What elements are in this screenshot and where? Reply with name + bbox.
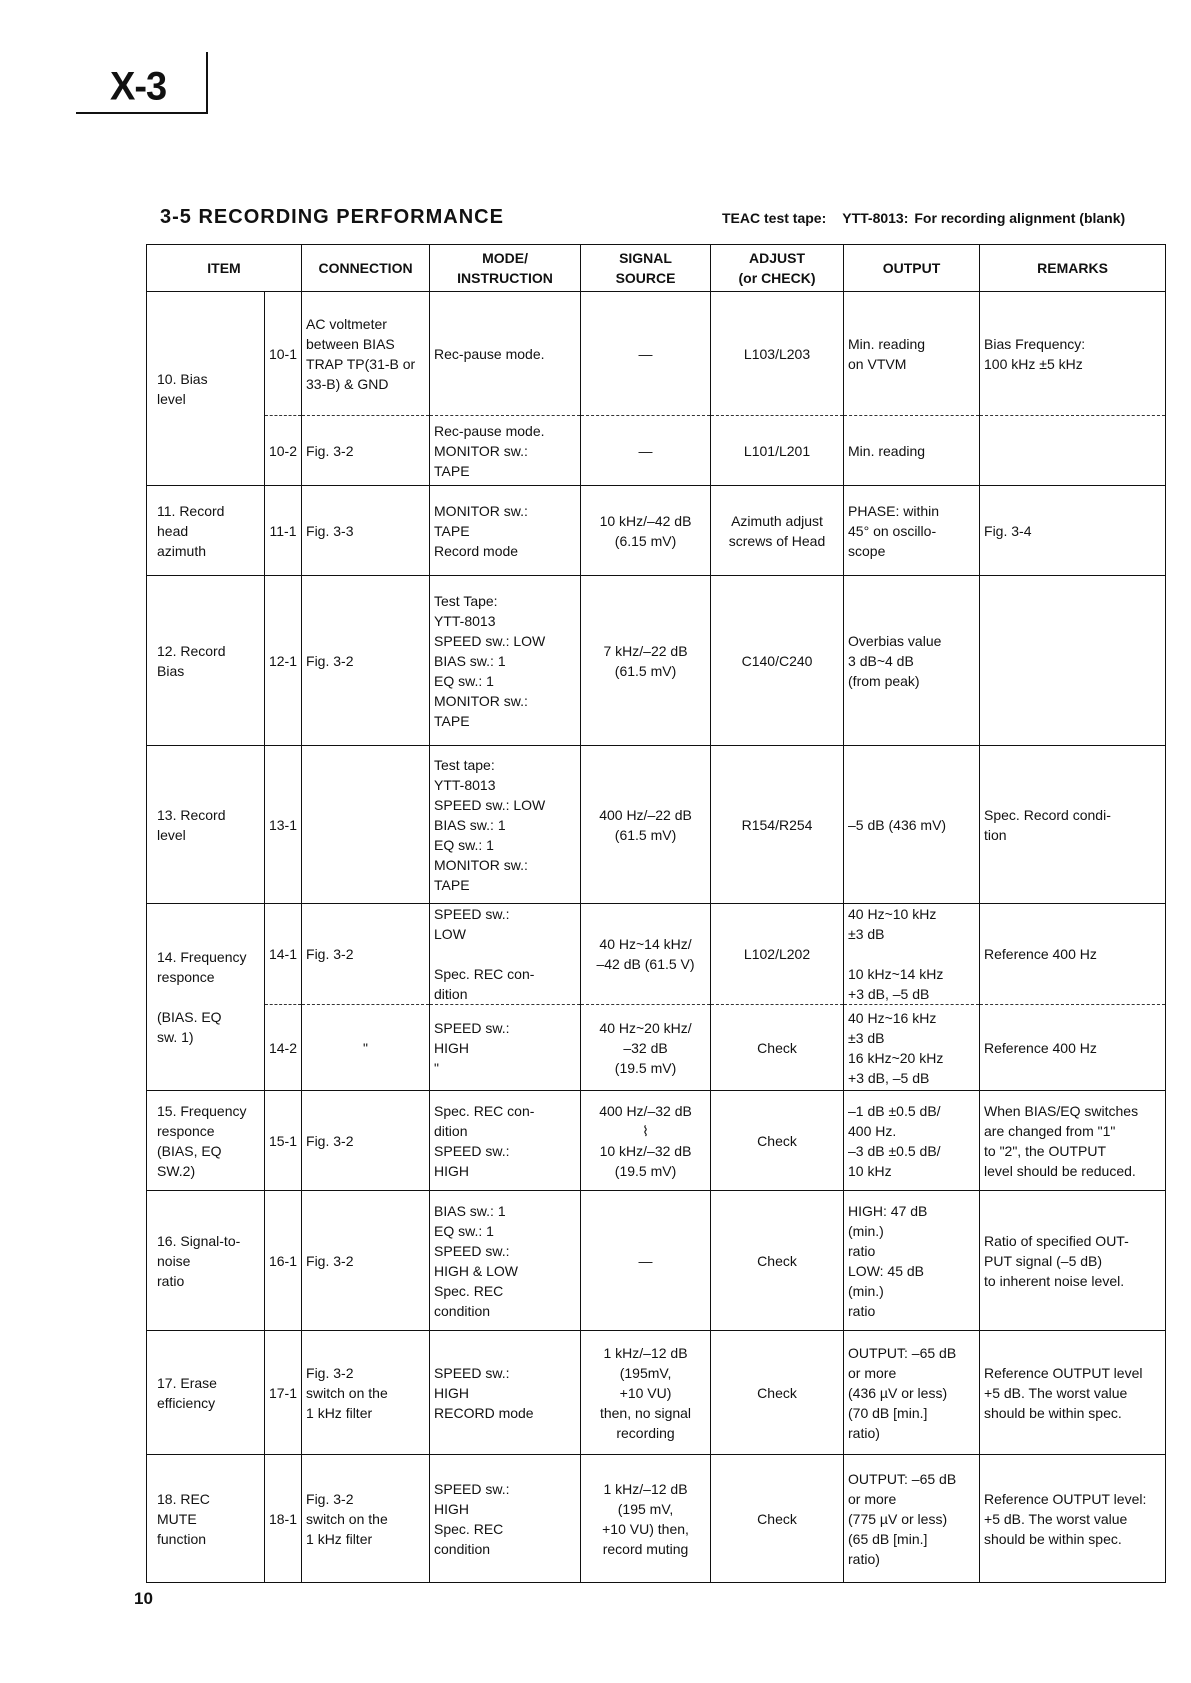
mode-cell: Test tape: YTT-8013 SPEED sw.: LOW BIAS sw.: 1 EQ sw.: 1 MONITOR sw.: TAPE [430, 746, 581, 904]
num-cell: 15-1 [265, 1091, 302, 1191]
model-underline [76, 112, 208, 114]
column-header: SIGNAL SOURCE [581, 245, 711, 292]
mode-cell: Test Tape: YTT-8013 SPEED sw.: LOW BIAS sw.: 1 EQ sw.: 1 MONITOR sw.: TAPE [430, 576, 581, 746]
mode-cell: SPEED sw.: HIGH Spec. REC condition [430, 1455, 581, 1583]
remarks-cell: Reference OUTPUT level: +5 dB. The worst value should be within spec. [980, 1455, 1166, 1583]
remarks-cell: When BIAS/EQ switches are changed from "1" to "2", the OUTPUT level should be reduced. [980, 1091, 1166, 1191]
model-divider [206, 52, 208, 114]
column-header: ADJUST (or CHECK) [711, 245, 844, 292]
signal-cell: 400 Hz/–22 dB (61.5 mV) [581, 746, 711, 904]
num-cell: 13-1 [265, 746, 302, 904]
remarks-cell [980, 576, 1166, 746]
test-tape-note [722, 210, 1125, 226]
column-header: REMARKS [980, 245, 1166, 292]
table-row [147, 904, 1166, 1005]
section-title: 3-5 RECORDING PERFORMANCE [160, 206, 504, 228]
connection-cell: Fig. 3-2 [302, 904, 430, 1005]
adjust-cell: L101/L201 [711, 416, 844, 486]
connection-cell [302, 746, 430, 904]
connection-cell: Fig. 3-2 [302, 1191, 430, 1331]
num-cell: 18-1 [265, 1455, 302, 1583]
output-cell: Overbias value 3 dB~4 dB (from peak) [844, 576, 980, 746]
num-cell: 14-2 [265, 1005, 302, 1091]
item-cell: 18. REC MUTE function [147, 1455, 265, 1583]
adjust-cell: R154/R254 [711, 746, 844, 904]
mode-cell: Rec-pause mode. MONITOR sw.: TAPE [430, 416, 581, 486]
table-row [147, 416, 1166, 486]
remarks-cell: Bias Frequency: 100 kHz ±5 kHz [980, 292, 1166, 416]
mode-cell: SPEED sw.: LOW Spec. REC con- dition [430, 904, 581, 1005]
connection-cell: " [302, 1005, 430, 1091]
output-cell: OUTPUT: –65 dB or more (775 µV or less) (65 dB [min.] ratio) [844, 1455, 980, 1583]
column-header: ITEM [147, 245, 302, 292]
connection-cell: AC voltmeter between BIAS TRAP TP(31-B or 33-B) & GND [302, 292, 430, 416]
item-cell: 12. Record Bias [147, 576, 265, 746]
adjust-cell: C140/C240 [711, 576, 844, 746]
item-cell: 11. Record head azimuth [147, 486, 265, 576]
signal-cell: 1 kHz/–12 dB (195mV, +10 VU) then, no signal recording [581, 1331, 711, 1455]
adjust-cell: Check [711, 1455, 844, 1583]
item-cell: 16. Signal-to- noise ratio [147, 1191, 265, 1331]
num-cell: 10-2 [265, 416, 302, 486]
remarks-cell: Reference OUTPUT level +5 dB. The worst value should be within spec. [980, 1331, 1166, 1455]
output-cell: OUTPUT: –65 dB or more (436 µV or less) (70 dB [min.] ratio) [844, 1331, 980, 1455]
signal-cell: — [581, 1191, 711, 1331]
test-tape-name: YTT-8013: [842, 210, 909, 226]
signal-cell: — [581, 416, 711, 486]
remarks-cell: Reference 400 Hz [980, 904, 1166, 1005]
adjust-cell: Check [711, 1331, 844, 1455]
remarks-cell: Ratio of specified OUT- PUT signal (–5 dB) to inherent noise level. [980, 1191, 1166, 1331]
connection-cell: Fig. 3-2 [302, 416, 430, 486]
table-row [147, 1455, 1166, 1583]
output-cell: HIGH: 47 dB (min.) ratio LOW: 45 dB (min.) ratio [844, 1191, 980, 1331]
table-row [147, 746, 1166, 904]
column-header: CONNECTION [302, 245, 430, 292]
connection-cell: Fig. 3-2 switch on the 1 kHz filter [302, 1455, 430, 1583]
signal-cell: 40 Hz~14 kHz/ –42 dB (61.5 V) [581, 904, 711, 1005]
adjust-cell: L103/L203 [711, 292, 844, 416]
table-row [147, 1091, 1166, 1191]
mode-cell: Spec. REC con- dition SPEED sw.: HIGH [430, 1091, 581, 1191]
signal-cell: 10 kHz/–42 dB (6.15 mV) [581, 486, 711, 576]
test-tape-label: TEAC test tape: [722, 210, 827, 226]
adjust-cell: Check [711, 1191, 844, 1331]
remarks-cell [980, 416, 1166, 486]
connection-cell: Fig. 3-3 [302, 486, 430, 576]
signal-cell: — [581, 292, 711, 416]
output-cell: 40 Hz~10 kHz ±3 dB 10 kHz~14 kHz +3 dB, –5 dB [844, 904, 980, 1005]
mode-cell: BIAS sw.: 1 EQ sw.: 1 SPEED sw.: HIGH & LOW Spec. REC condition [430, 1191, 581, 1331]
table-row [147, 292, 1166, 416]
num-cell: 14-1 [265, 904, 302, 1005]
output-cell: –1 dB ±0.5 dB/ 400 Hz. –3 dB ±0.5 dB/ 10 kHz [844, 1091, 980, 1191]
test-tape-desc: For recording alignment (blank) [914, 210, 1126, 226]
page-number: 10 [134, 1589, 153, 1608]
output-cell: –5 dB (436 mV) [844, 746, 980, 904]
mode-cell: SPEED sw.: HIGH RECORD mode [430, 1331, 581, 1455]
column-header: OUTPUT [844, 245, 980, 292]
table-row [147, 486, 1166, 576]
table-row [147, 1005, 1166, 1091]
num-cell: 16-1 [265, 1191, 302, 1331]
connection-cell: Fig. 3-2 switch on the 1 kHz filter [302, 1331, 430, 1455]
mode-cell: SPEED sw.: HIGH " [430, 1005, 581, 1091]
output-cell: Min. reading on VTVM [844, 292, 980, 416]
adjust-cell: Check [711, 1091, 844, 1191]
table-header-row [147, 245, 1166, 292]
column-header: MODE/ INSTRUCTION [430, 245, 581, 292]
adjust-cell: Azimuth adjust screws of Head [711, 486, 844, 576]
signal-cell: 400 Hz/–32 dB ⌇ 10 kHz/–32 dB (19.5 mV) [581, 1091, 711, 1191]
connection-cell: Fig. 3-2 [302, 576, 430, 746]
connection-cell: Fig. 3-2 [302, 1091, 430, 1191]
remarks-cell: Fig. 3-4 [980, 486, 1166, 576]
adjust-cell: Check [711, 1005, 844, 1091]
table-row [147, 1191, 1166, 1331]
item-cell: 14. Frequency responce (BIAS. EQ sw. 1) [147, 904, 265, 1091]
output-cell: 40 Hz~16 kHz ±3 dB 16 kHz~20 kHz +3 dB, –5 dB [844, 1005, 980, 1091]
signal-cell: 1 kHz/–12 dB (195 mV, +10 VU) then, record muting [581, 1455, 711, 1583]
mode-cell: MONITOR sw.: TAPE Record mode [430, 486, 581, 576]
item-cell: 13. Record level [147, 746, 265, 904]
num-cell: 10-1 [265, 292, 302, 416]
model-label: X-3 [110, 64, 167, 110]
item-cell: 10. Bias level [147, 292, 265, 486]
table-row [147, 1331, 1166, 1455]
item-cell: 15. Frequency responce (BIAS, EQ SW.2) [147, 1091, 265, 1191]
num-cell: 17-1 [265, 1331, 302, 1455]
mode-cell: Rec-pause mode. [430, 292, 581, 416]
recording-performance-table [146, 244, 1166, 1583]
remarks-cell: Reference 400 Hz [980, 1005, 1166, 1091]
signal-cell: 40 Hz~20 kHz/ –32 dB (19.5 mV) [581, 1005, 711, 1091]
adjust-cell: L102/L202 [711, 904, 844, 1005]
output-cell: PHASE: within 45° on oscillo- scope [844, 486, 980, 576]
item-cell: 17. Erase efficiency [147, 1331, 265, 1455]
output-cell: Min. reading [844, 416, 980, 486]
num-cell: 11-1 [265, 486, 302, 576]
num-cell: 12-1 [265, 576, 302, 746]
remarks-cell: Spec. Record condi- tion [980, 746, 1166, 904]
signal-cell: 7 kHz/–22 dB (61.5 mV) [581, 576, 711, 746]
table-row [147, 576, 1166, 746]
